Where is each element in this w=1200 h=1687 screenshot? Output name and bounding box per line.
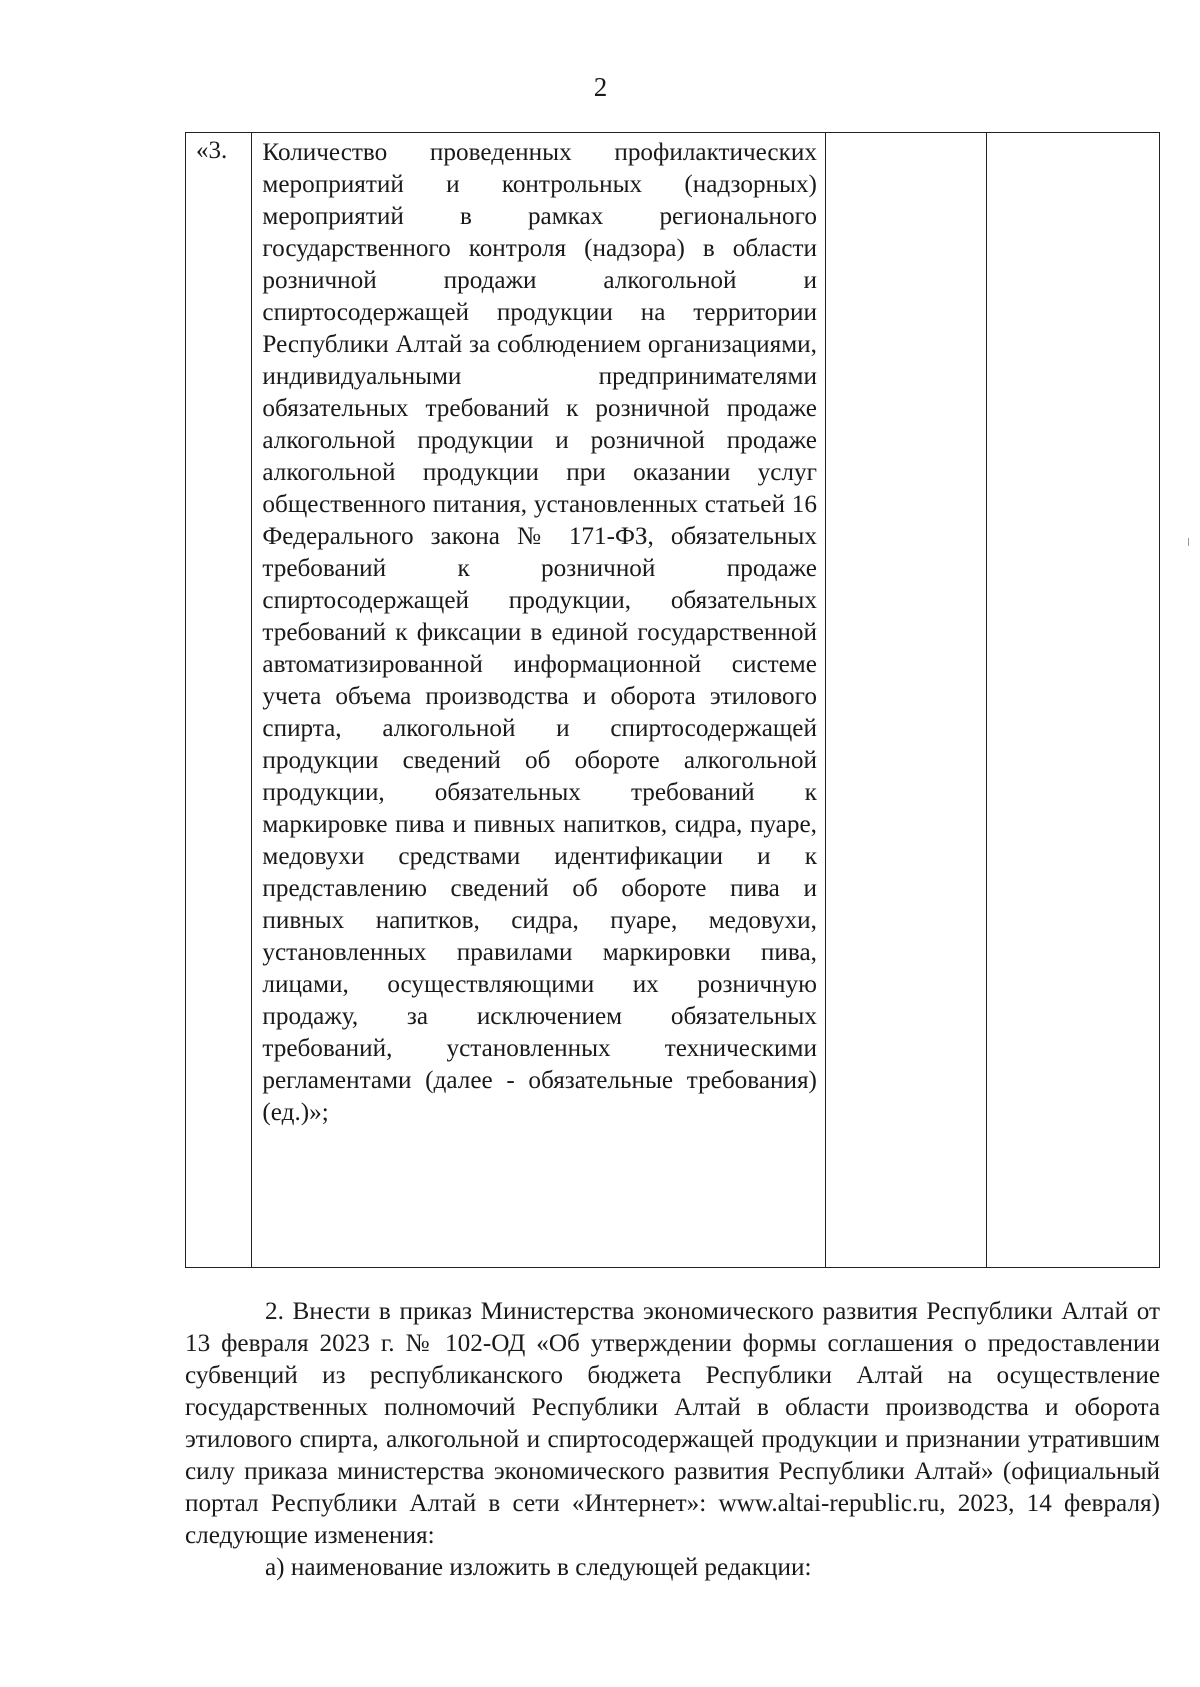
scan-artifact: [1188, 538, 1189, 546]
indicator-name-text: Количество проведенных профилактических мероприятий и контрольных (надзорных) мероприятий в рамках регионального государственного контроля (надзора) в области розничной продажи алкогольной и спиртосодержащей продукции на территории Республики Алтай за соблюдением организациями, индивидуальными предпринимателями обязательных требований к розничной продаже алкогольной продукции и розничной продаже алкогольной продукции при оказании услуг общественного питания, установленных статьей 16 Федерального закона № 171-ФЗ, обязательных требований к розничной продаже спиртосодержащей продукции, обязательных требований к фиксации в единой государственной автоматизированной информационной системе учета объема производства и оборота этилового спирта, алкогольной и спиртосодержащей продукции сведений об обороте алкогольной продукции, обязательных требований к маркировке пива и пивных напитков, сидра, пуаре, медовухи средствами идентификации и к представлению сведений об обороте пива и пивных напитков, сидра, пуаре, медовухи, установленных правилами маркировки пива, лицами, осуществляющими их розничную продажу, за исключением обязательных требований, установленных техническими регламентами (далее - обязательные требования) (ед.)»;: [262, 139, 817, 1126]
document-body: [185, 1296, 1160, 1584]
empty-cell-4: [986, 133, 1159, 1268]
row-number-cell: [186, 133, 252, 1268]
empty-cell-3: [825, 133, 986, 1268]
row-number: «3.: [196, 137, 228, 164]
paragraph-2: 2. Внести в приказ Министерства экономического развития Республики Алтай от 13 февраля 2023 г. № 102-ОД «Об утверждении формы соглашения о предоставлении субвенций из республиканского бюджета Республики Алтай на осуществление государственных полномочий Республики Алтай в области производства и оборота этилового спирта, алкогольной и спиртосодержащей продукции и признании утратившим силу приказа министерства экономического развития Республики Алтай» (официальный портал Республики Алтай в сети «Интернет»: www.altai-republic.ru, 2023, 14 февраля) следующие изменения:: [185, 1298, 1160, 1549]
paragraph-a: а) наименование изложить в следующей редакции:: [265, 1554, 812, 1581]
page-number: 2: [593, 72, 608, 102]
amendment-table: [185, 132, 1160, 1268]
indicator-name-cell: [252, 133, 826, 1268]
table-row: [186, 133, 1160, 1268]
